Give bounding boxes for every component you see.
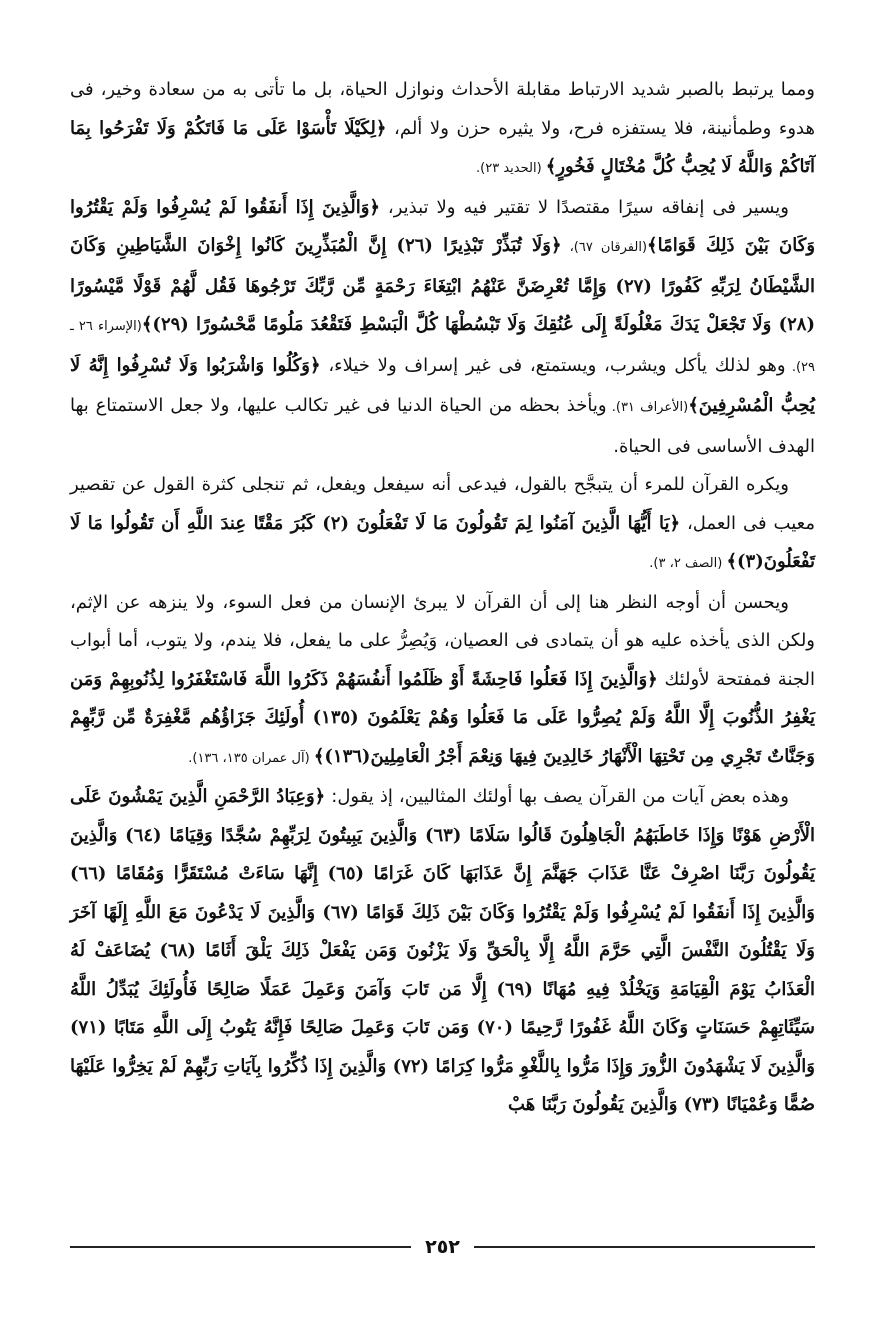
quran-verse: ﴿وَعِبَادُ الرَّحْمَنِ الَّذِينَ يَمْشُونَ عَلَى الْأَرْضِ هَوْنًا وَإِذَا خَاطَبَهُمُ الْجَاهِلُونَ قَالُوا سَلَامًا (٦٣) وَالَّذِينَ يَبِيتُونَ لِرَبِّهِمْ سُجَّدًا وَقِيَامًا (٦٤) وَالَّذِينَ يَقُولُونَ رَبَّنَا اصْرِفْ عَنَّا عَذَابَ جَهَنَّمَ إِنَّ عَذَابَهَا كَانَ غَرَامًا (٦٥) إِنَّهَا سَاءَتْ مُسْتَقَرًّا وَمُقَامًا (٦٦) وَالَّذِينَ إِذَا أَنفَقُوا لَمْ يُسْرِفُوا وَلَمْ يَقْتُرُوا وَكَانَ بَيْنَ ذَلِكَ قَوَامًا (٦٧) وَالَّذِينَ لَا يَدْعُونَ مَعَ اللَّهِ إِلَهًا آخَرَ وَلَا يَقْتُلُونَ النَّفْسَ الَّتِي حَرَّمَ اللَّهُ إِلَّا بِالْحَقِّ وَلَا يَزْنُونَ وَمَن يَفْعَلْ ذَلِكَ يَلْقَ أَثَامًا (٦٨) يُضَاعَفْ لَهُ الْعَذَابُ يَوْمَ الْقِيَامَةِ وَيَخْلُدْ فِيهِ مُهَانًا (٦٩) إِلَّا مَن تَابَ وَآمَنَ وَعَمِلَ عَمَلًا صَالِحًا فَأُولَئِكَ يُبَدِّلُ اللَّهُ سَيِّئَاتِهِمْ حَسَنَاتٍ وَكَانَ اللَّهُ غَفُورًا رَّحِيمًا (٧٠) وَمَن تَابَ وَعَمِلَ صَالِحًا فَإِنَّهُ يَتُوبُ إِلَى اللَّهِ مَتَابًا (٧١) وَالَّذِينَ لَا يَشْهَدُونَ الزُّورَ وَإِذَا مَرُّوا بِاللَّغْوِ مَرُّوا كِرَامًا (٧٢) وَالَّذِينَ إِذَا ذُكِّرُوا بِآيَاتِ رَبِّهِمْ لَمْ يَخِرُّوا عَلَيْهَا صُمًّا وَعُمْيَانًا (٧٣) وَالَّذِينَ يَقُولُونَ رَبَّنَا هَبْ [70,786,816,1115]
footer-rule-left [70,1246,411,1248]
paragraph [70,465,815,583]
paragraph-text: وهذه بعض آيات من القرآن يصف بها أولئك المثاليين، إذ يقول: [325,786,789,807]
verse-reference: (الصف ٢، ٣). [649,556,727,571]
paragraph-text: ومما يرتبط بالصبر شديد الارتباط مقابلة الأحداث ونوازل الحياة، بل ما تأتى به من سعادة وخير، فى هدوء وطمأنينة، فلا يستفزه فرح، ولا يثيره حزن ولا ألم، [70,79,815,139]
paragraph [70,188,815,466]
verse-reference: (الإسراء ٢٦ ـ ٢٩). [70,319,815,375]
quran-verse: ﴿وَلَا تُبَذِّرْ تَبْذِيرًا (٢٦) إِنَّ الْمُبَذِّرِينَ كَانُوا إِخْوَانَ الشَّيَاطِينِ وَكَانَ الشَّيْطَانُ لِرَبِّهِ كَفُورًا (٢٧) وَإِمَّا تُعْرِضَنَّ عَنْهُمُ ابْتِغَاءَ رَحْمَةٍ مِّن رَّبِّكَ تَرْجُوهَا فَقُل لَّهُمْ قَوْلًا مَّيْسُورًا (٢٨) وَلَا تَجْعَلْ يَدَكَ مَغْلُولَةً إِلَى عُنُقِكَ وَلَا تَبْسُطْهَا كُلَّ الْبَسْطِ فَتَقْعُدَ مَلُومًا مَّحْسُورًا (٢٩)﴾ [70,235,815,335]
quran-verse: ﴿وَالَّذِينَ إِذَا فَعَلُوا فَاحِشَةً أَوْ ظَلَمُوا أَنفُسَهُمْ ذَكَرُوا اللَّهَ فَاسْتَغْفَرُوا لِذُنُوبِهِمْ وَمَن يَغْفِرُ الذُّنُوبَ إِلَّا اللَّهُ وَلَمْ يُصِرُّوا عَلَى مَا فَعَلُوا وَهُمْ يَعْلَمُونَ (١٣٥) أُولَئِكَ جَزَاؤُهُم مَّغْفِرَةٌ مِّن رَّبِّهِمْ وَجَنَّاتٌ تَجْرِي مِن تَحْتِهَا الْأَنْهَارُ خَالِدِينَ فِيهَا وَنِعْمَ أَجْرُ الْعَامِلِينَ(١٣٦)﴾ [70,668,816,767]
paragraph [70,70,815,188]
verse-reference: (الحديد ٢٣). [476,161,546,176]
quran-verse: ﴿يَا أَيُّهَا الَّذِينَ آمَنُوا لِمَ تَقُولُونَ مَا لَا تَفْعَلُونَ (٢) كَبُرَ مَقْتًا عِندَ اللَّهِ أَن تَقُولُوا مَا لَا تَفْعَلُونَ(٣)﴾ [70,512,815,572]
paragraph-text: ويسير فى إنفاقه سيرًا مقتصدًا لا تقتير فيه ولا تبذير، [379,196,789,218]
paragraph-text: ويكره القرآن للمرء أن يتبجَّح بالقول، فيدعى أنه سيفعل ويفعل، ثم تنجلى كثرة القول عن تقصير معيب فى العمل، [70,474,815,534]
quran-verse: ﴿لِكَيْلَا تَأْسَوْا عَلَى مَا فَاتَكُمْ وَلَا تَفْرَحُوا بِمَا آتَاكُمْ وَاللَّهُ لَا يُحِبُّ كُلَّ مُخْتَالٍ فَخُورٍ﴾ [70,117,815,177]
footer-rule-right [474,1246,815,1248]
paragraph-text: ويأخذ بحظه من الحياة الدنيا فى غير تكالب عليها، ولا جعل الاستمتاع بها الهدف الأساسى فى الحياة. [70,395,815,457]
page-number: ٢٥٢ [425,1236,460,1258]
verse-reference: (الأعراف ٣١). [606,400,689,415]
verse-reference: (آل عمران ١٣٥، ١٣٦). [188,750,314,766]
paragraph-text: وهو لذلك يأكل ويشرب، ويستمتع، فى غير إسراف ولا خيلاء، [320,354,786,376]
page-body [70,70,815,1255]
quran-verse: ﴿وَكُلُوا وَاشْرَبُوا وَلَا تُسْرِفُوا إِنَّهُ لَا يُحِبُّ الْمُسْرِفِينَ﴾ [70,354,816,416]
quran-verse: ﴿وَالَّذِينَ إِذَا أَنفَقُوا لَمْ يُسْرِفُوا وَلَمْ يَقْتُرُوا وَكَانَ بَيْنَ ذَلِكَ قَوَامًا﴾ [70,196,816,256]
paragraph [70,777,815,1124]
verse-reference: (الفرقان ٦٧)، [561,240,648,255]
paragraph-text: ويحسن أن أوجه النظر هنا إلى أن القرآن لا يبرئ الإنسان من فعل السوء، ولا ينزهه عن الإثم، ولكن الذى يأخذه عليه هو أن يتمادى فى العصيان، وَيُصِرُّ على ما يفعل، فلا يندم، ولا يتوب، أما أبواب الجنة فمفتحة لأولئك [70,591,815,690]
paragraph [70,583,815,778]
page-footer [70,1232,815,1262]
